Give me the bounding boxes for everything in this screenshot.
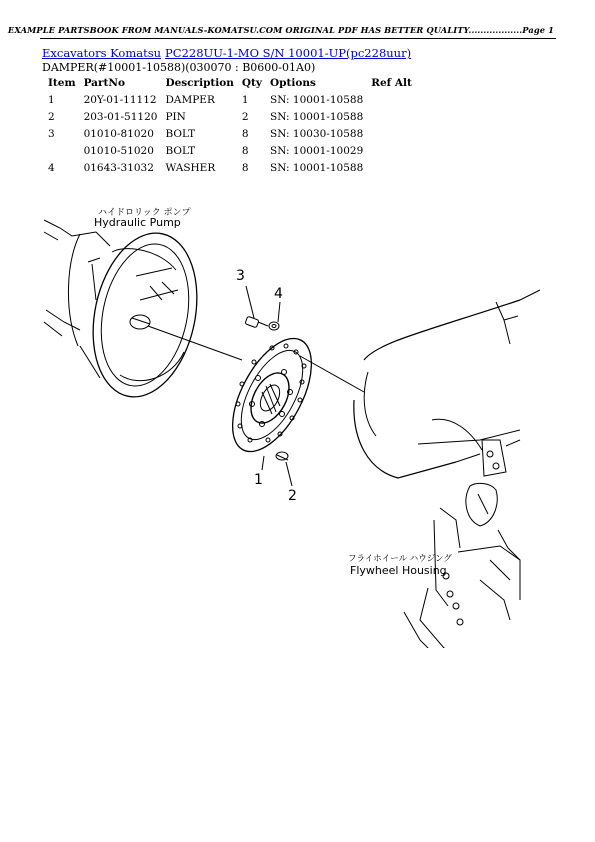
cell-ref-alt xyxy=(367,143,419,160)
header-qty: Qty xyxy=(241,77,263,89)
cell-item: 1 xyxy=(48,94,55,106)
header-options: Options xyxy=(270,77,316,89)
cell-ref-alt xyxy=(367,126,419,143)
cell-item xyxy=(44,143,80,160)
damper-disc-drawing xyxy=(216,326,327,464)
pin-drawing xyxy=(276,452,288,460)
cell-description: WASHER xyxy=(165,162,216,174)
header-item: Item xyxy=(48,77,76,89)
cell-qty: 2 xyxy=(241,111,249,123)
cell-options: SN: 10001-10588 xyxy=(270,162,364,174)
table-row xyxy=(44,143,419,160)
cell-partno: 01643-31032 xyxy=(83,162,154,174)
cell-partno: 20Y-01-11112 xyxy=(83,94,157,106)
cell-item: 4 xyxy=(48,162,55,174)
cell-ref-alt xyxy=(367,92,419,109)
cell-ref-alt xyxy=(367,160,419,177)
breadcrumb xyxy=(42,46,411,60)
cell-partno: 01010-81020 xyxy=(83,128,154,140)
breadcrumb-category-link[interactable]: Excavators Komatsu xyxy=(42,46,162,60)
cell-qty: 8 xyxy=(241,145,249,157)
cell-item: 3 xyxy=(48,128,55,140)
cell-options: SN: 10001-10588 xyxy=(270,94,364,106)
hydraulic-pump-drawing xyxy=(44,220,211,407)
header-ref-alt: Ref Alt xyxy=(371,77,412,89)
cell-options: SN: 10030-10588 xyxy=(270,128,364,140)
flywheel-housing-drawing xyxy=(354,290,540,648)
cell-options: SN: 10001-10588 xyxy=(270,111,364,123)
callout-1: 1 xyxy=(254,472,263,488)
cell-partno: 01010-51020 xyxy=(83,145,154,157)
cell-options: SN: 10001-10029 xyxy=(270,145,364,157)
cell-ref-alt xyxy=(367,109,419,126)
table-row xyxy=(44,160,419,177)
breadcrumb-model-link[interactable]: PC228UU-1-MO S/N 10001-UP(pc228uur) xyxy=(165,46,412,60)
cell-qty: 8 xyxy=(241,128,249,140)
label-hydraulic-pump-en: Hydraulic Pump xyxy=(94,216,181,229)
table-row xyxy=(44,126,419,143)
cell-partno: 203-01-51120 xyxy=(83,111,158,123)
cell-qty: 1 xyxy=(241,94,249,106)
label-flywheel-housing-jp: フライホイール ハウジング xyxy=(348,554,452,564)
exploded-parts-diagram xyxy=(40,186,556,648)
cell-description: PIN xyxy=(165,111,186,123)
label-hydraulic-pump-jp: ハイドロリック ポンプ xyxy=(98,208,191,218)
washer-drawing xyxy=(269,322,279,330)
callout-2: 2 xyxy=(288,488,297,504)
page-banner xyxy=(7,24,556,39)
table-header-row xyxy=(44,76,419,92)
section-title: DAMPER(#10001-10588)(030070 : B0600-01A0) xyxy=(42,61,316,74)
banner-text: EXAMPLE PARTSBOOK FROM MANUALS-KOMATSU.COM ORIGINAL PDF HAS BETTER QUALITY..................Page 1 xyxy=(7,25,554,35)
cell-item: 2 xyxy=(48,111,55,123)
callout-4: 4 xyxy=(274,286,283,302)
header-partno: PartNo xyxy=(83,77,125,89)
table-row xyxy=(44,109,419,126)
label-flywheel-housing-en: Flywheel Housing xyxy=(350,564,447,577)
bolt-drawing xyxy=(245,316,268,328)
table-row xyxy=(44,92,419,109)
cell-description: BOLT xyxy=(165,145,196,157)
parts-table xyxy=(44,76,419,177)
header-description: Description xyxy=(165,77,234,89)
callout-3: 3 xyxy=(236,268,245,284)
cell-description: BOLT xyxy=(165,128,196,140)
cell-qty: 8 xyxy=(241,162,249,174)
cell-description: DAMPER xyxy=(165,94,215,106)
